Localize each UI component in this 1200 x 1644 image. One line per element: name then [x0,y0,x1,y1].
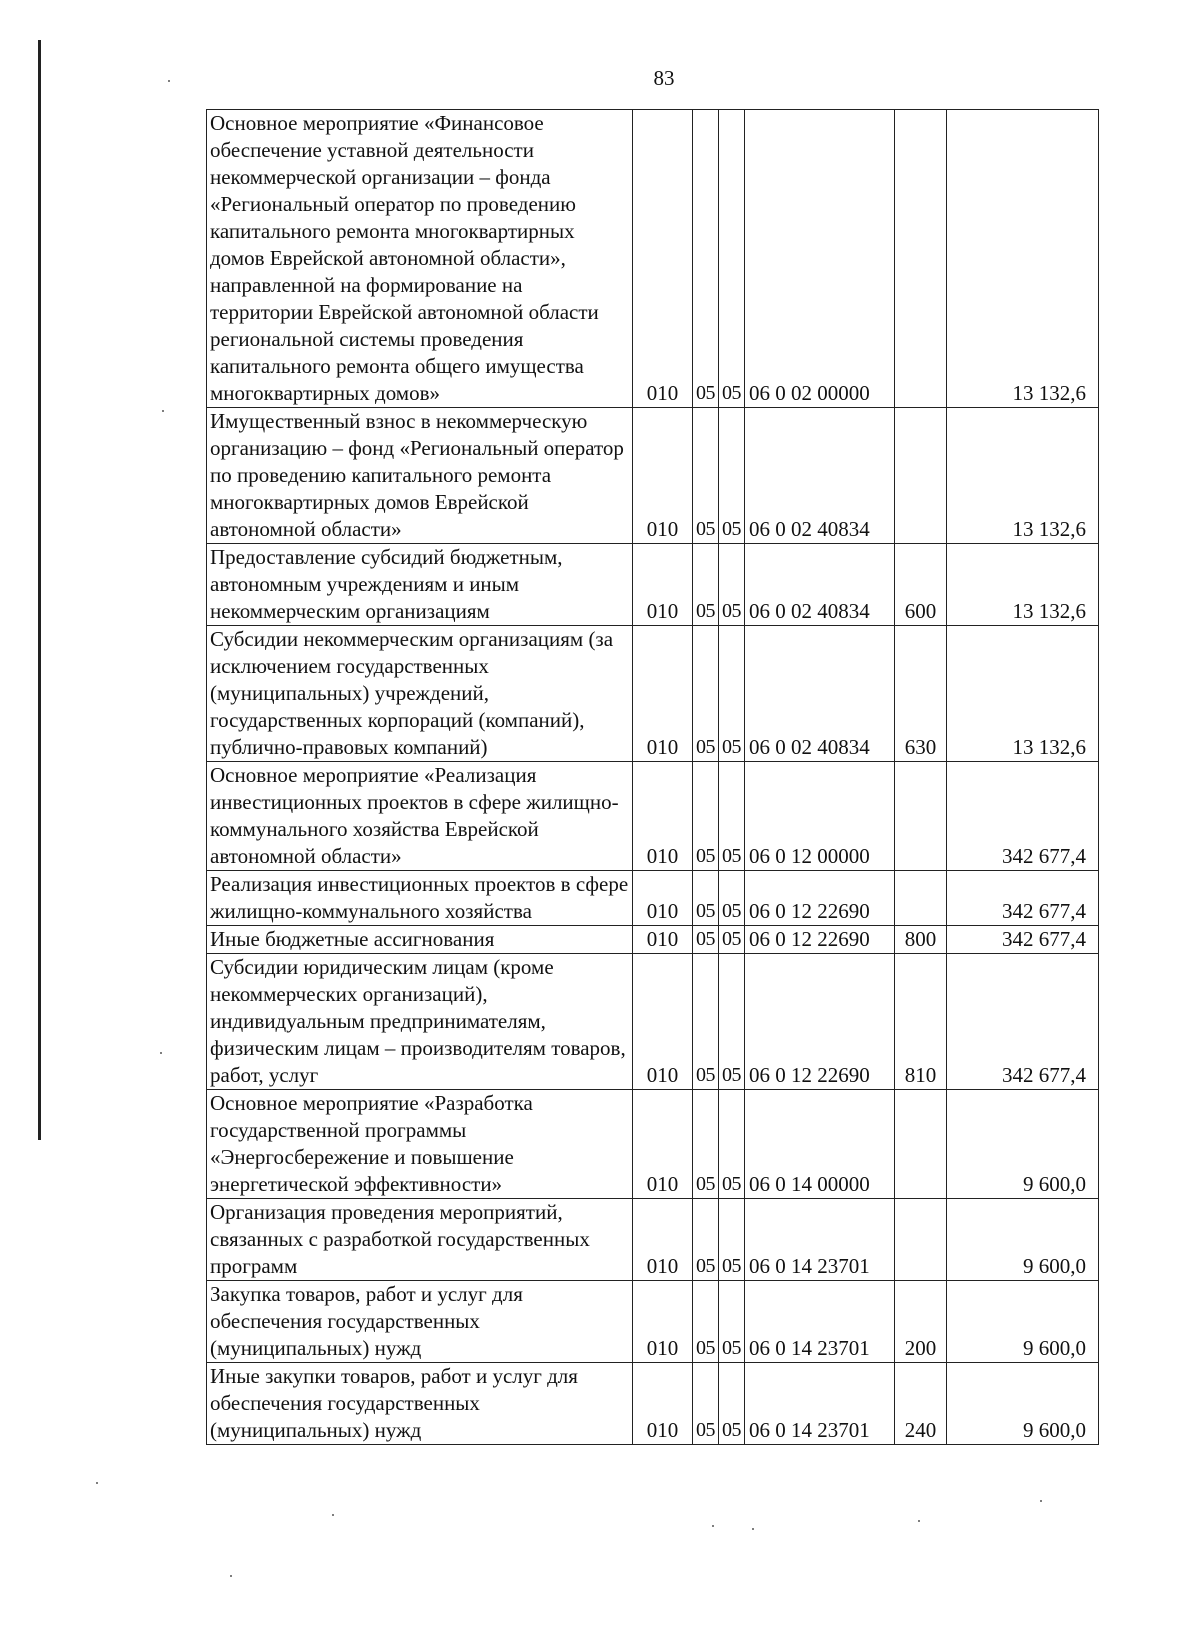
target-article-code: 06 0 12 22690 [745,926,895,954]
subsection-code: 05 [719,1281,745,1363]
row-description [207,926,633,954]
expense-type-code [895,1090,947,1199]
target-article-code: 06 0 02 40834 [745,408,895,544]
subsection-code: 05 [719,762,745,871]
table-row [207,626,1099,762]
budget-table [206,109,1099,1445]
row-description-text: Предоставление субсидий бюджетным, автономным учреждениям и иным некоммерческим организациям [210,545,563,623]
expense-type-code [895,1199,947,1281]
table-row [207,110,1099,408]
expense-type-code: 810 [895,954,947,1090]
row-description [207,1199,633,1281]
expense-type-code [895,871,947,926]
section-code: 05 [693,408,719,544]
ministry-code: 010 [633,1281,693,1363]
scan-speck [168,80,170,82]
expense-type-code: 630 [895,626,947,762]
amount: 13 132,6 [947,408,1099,544]
row-description-text: Субсидии юридическим лицам (кроме некоммерческих организаций), индивидуальным предпринимателям, физическим лицам – производителям товаров, работ, услуг [210,955,626,1087]
subsection-code: 05 [719,871,745,926]
target-article-code: 06 0 02 40834 [745,626,895,762]
target-article-code: 06 0 02 00000 [745,110,895,408]
ministry-code: 010 [633,926,693,954]
subsection-code: 05 [719,1199,745,1281]
target-article-code: 06 0 14 23701 [745,1363,895,1445]
row-description [207,544,633,626]
amount: 9 600,0 [947,1090,1099,1199]
table-row [207,544,1099,626]
table-row [207,1363,1099,1445]
expense-type-code [895,110,947,408]
scan-speck [332,1514,334,1516]
ministry-code: 010 [633,954,693,1090]
target-article-code: 06 0 12 22690 [745,871,895,926]
row-description-text: Основное мероприятие «Реализация инвестиционных проектов в сфере жилищно-коммунального хозяйства Еврейской автономной области» [210,763,619,868]
target-article-code: 06 0 12 00000 [745,762,895,871]
expense-type-code: 240 [895,1363,947,1445]
scan-speck [96,1482,98,1484]
ministry-code: 010 [633,871,693,926]
amount: 342 677,4 [947,954,1099,1090]
row-description [207,762,633,871]
amount: 9 600,0 [947,1281,1099,1363]
ministry-code: 010 [633,1199,693,1281]
ministry-code: 010 [633,544,693,626]
target-article-code: 06 0 14 23701 [745,1199,895,1281]
subsection-code: 05 [719,926,745,954]
scan-speck [752,1528,754,1530]
row-description [207,1090,633,1199]
row-description [207,110,633,408]
section-code: 05 [693,1281,719,1363]
row-description [207,871,633,926]
row-description-text: Основное мероприятие «Финансовое обеспечение уставной деятельности некоммерческой организации – фонда «Региональный оператор по проведению капитального ремонта многоквартирных домов Еврейской автономной области», направленной на формирование на территории Еврейской автономной области региональной системы проведения капитального ремонта общего имущества многоквартирных домов» [210,111,599,405]
table-row [207,408,1099,544]
scan-speck [712,1525,714,1527]
row-description-text: Основное мероприятие «Разработка государственной программы «Энергосбережение и повышение энергетической эффективности» [210,1091,533,1196]
row-description [207,954,633,1090]
row-description-text: Имущественный взнос в некоммерческую организацию – фонд «Региональный оператор по проведению капитального ремонта многоквартирных домов Еврейской автономной области» [210,409,624,541]
section-code: 05 [693,954,719,1090]
subsection-code: 05 [719,954,745,1090]
expense-type-code [895,762,947,871]
scan-speck [230,1575,232,1577]
amount: 342 677,4 [947,871,1099,926]
ministry-code: 010 [633,626,693,762]
table-row [207,1090,1099,1199]
scan-speck [160,1052,162,1054]
scan-speck [918,1520,920,1522]
subsection-code: 05 [719,408,745,544]
subsection-code: 05 [719,1363,745,1445]
section-code: 05 [693,871,719,926]
target-article-code: 06 0 14 00000 [745,1090,895,1199]
section-code: 05 [693,1363,719,1445]
section-code: 05 [693,626,719,762]
row-description [207,1363,633,1445]
target-article-code: 06 0 02 40834 [745,544,895,626]
row-description [207,626,633,762]
row-description-text: Иные закупки товаров, работ и услуг для обеспечения государственных (муниципальных) нужд [210,1364,578,1442]
row-description [207,1281,633,1363]
amount: 342 677,4 [947,762,1099,871]
subsection-code: 05 [719,544,745,626]
ministry-code: 010 [633,1363,693,1445]
table-row [207,871,1099,926]
ministry-code: 010 [633,110,693,408]
expense-type-code [895,408,947,544]
section-code: 05 [693,110,719,408]
section-code: 05 [693,762,719,871]
row-description [207,408,633,544]
amount: 13 132,6 [947,544,1099,626]
amount: 13 132,6 [947,110,1099,408]
amount: 9 600,0 [947,1199,1099,1281]
scan-speck [162,410,164,412]
target-article-code: 06 0 12 22690 [745,954,895,1090]
row-description-text: Организация проведения мероприятий, связанных с разработкой государственных программ [210,1200,590,1278]
row-description-text: Субсидии некоммерческим организациям (за исключением государственных (муниципальных) учреждений, государственных корпораций (компаний), публично-правовых компаний) [210,627,614,759]
ministry-code: 010 [633,762,693,871]
scan-margin-line [38,40,41,1140]
subsection-code: 05 [719,626,745,762]
row-description-text: Закупка товаров, работ и услуг для обеспечения государственных (муниципальных) нужд [210,1282,523,1360]
ministry-code: 010 [633,408,693,544]
expense-type-code: 800 [895,926,947,954]
section-code: 05 [693,926,719,954]
table-row [207,762,1099,871]
row-description-text: Иные бюджетные ассигнования [210,927,495,951]
page-number: 83 [653,66,675,90]
target-article-code: 06 0 14 23701 [745,1281,895,1363]
table-row [207,954,1099,1090]
table-row [207,1281,1099,1363]
amount: 9 600,0 [947,1363,1099,1445]
expense-type-code: 600 [895,544,947,626]
expense-type-code: 200 [895,1281,947,1363]
amount: 342 677,4 [947,926,1099,954]
section-code: 05 [693,544,719,626]
ministry-code: 010 [633,1090,693,1199]
amount: 13 132,6 [947,626,1099,762]
table-row [207,926,1099,954]
table-row [207,1199,1099,1281]
scan-speck [1040,1500,1042,1502]
section-code: 05 [693,1090,719,1199]
subsection-code: 05 [719,110,745,408]
subsection-code: 05 [719,1090,745,1199]
budget-table-body [207,110,1099,1445]
row-description-text: Реализация инвестиционных проектов в сфере жилищно-коммунального хозяйства [210,872,629,923]
section-code: 05 [693,1199,719,1281]
